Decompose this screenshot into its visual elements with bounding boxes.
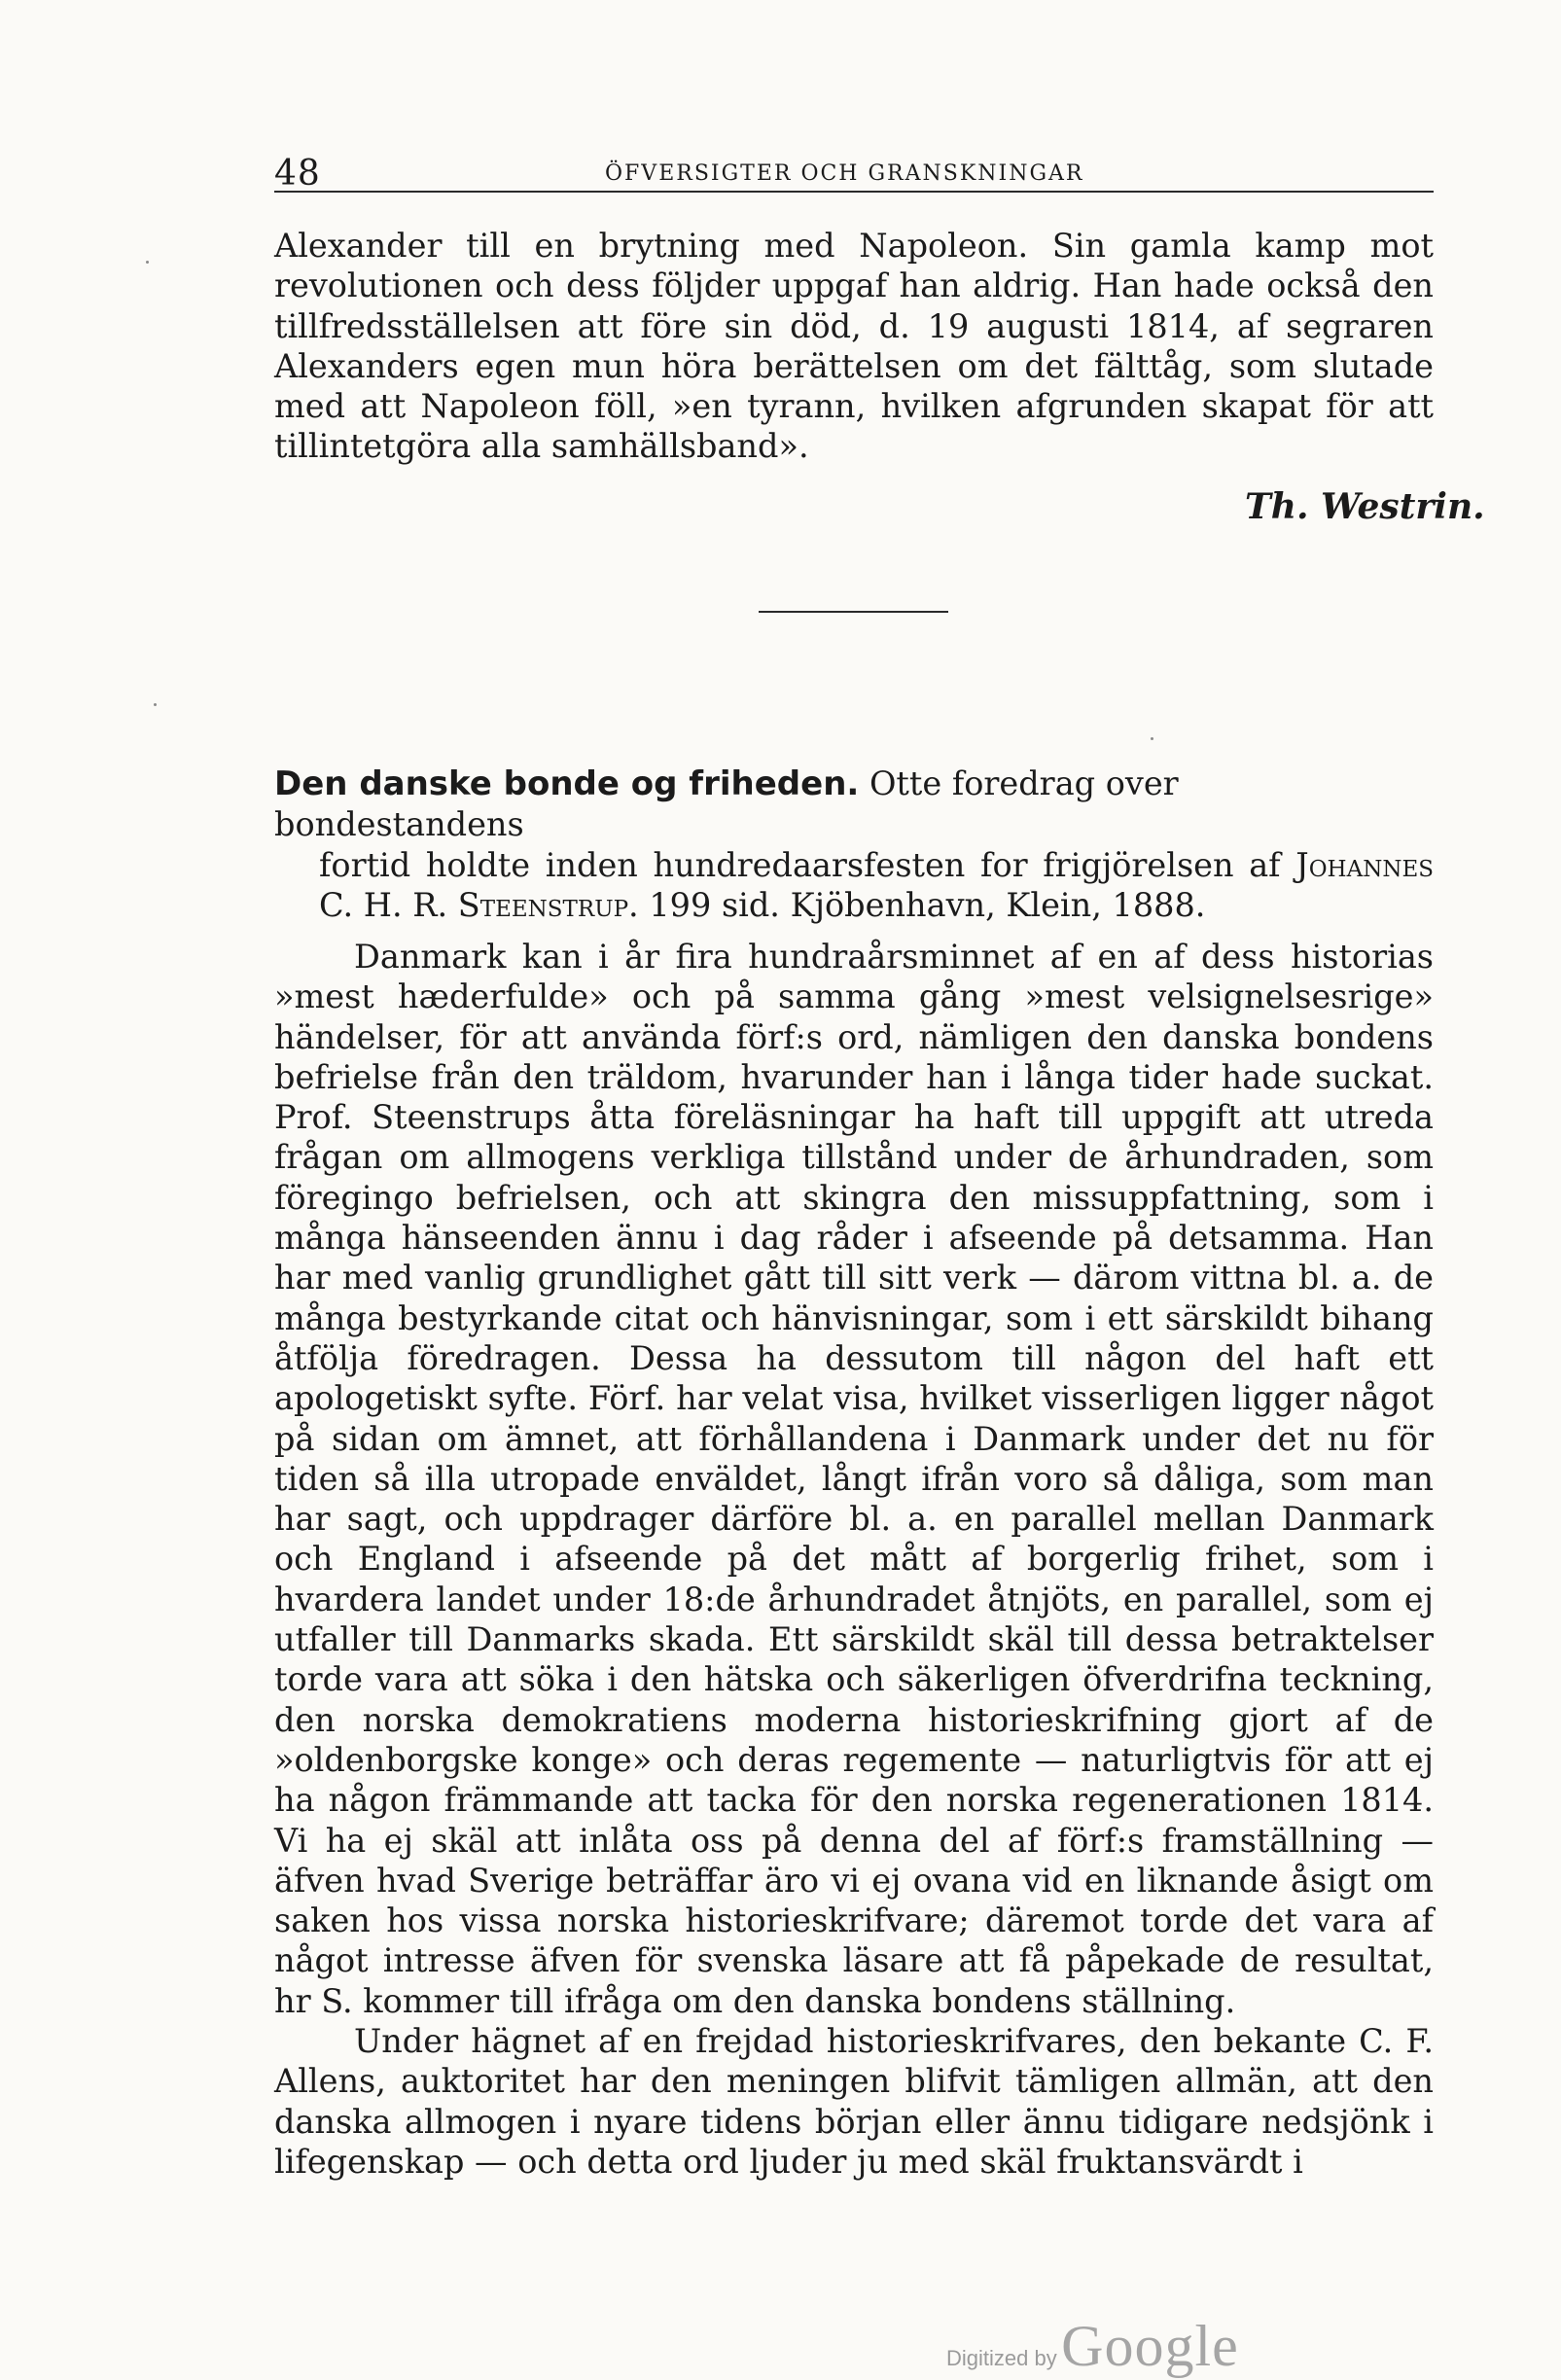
- body-paragraph-1: Danmark kan i år fira hundraårsminnet af en af dess historias »mest hæderfulde» och på samma gång »mest velsignelsesrige» händelser, för att använda förf:s ord, nämligen den danska bondens befrielse från den träldom, hvarunder han i långa tider hade suckat. Prof. Steenstrups åtta föreläsningar ha haft till uppgift att utreda frågan om allmogens verkliga tillstånd under de århundraden, som föregingo befrielsen, och att skingra den missuppfattning, som i många hänseenden ännu i dag råder i afseende på detsamma. Han har med vanlig grundlighet gått till sitt verk — därom vittna bl. a. de många bestyrkande citat och hänvisningar, som i ett särskildt bihang åtfölja föredragen. Dessa ha dessutom till någon del haft ett apologetiskt syfte. Förf. har velat visa, hvilket visserligen ligger något på sidan om ämnet, att förhållandena i Danmark under det nu för tiden så illa utropade enväldet, långt ifrån voro så dåliga, som man har sagt, och uppdrager därföre bl. a. en parallel mellan Danmark och England i afseende på det mått af borgerlig frihet, som i hvardera landet under 18:de århundradet åtnjöts, en parallel, som ej utfaller till Danmarks skada. Ett särskildt skäl till dessa betraktelser torde vara att söka i den hätska och säkerligen öfverdrifna teckning, den norska demokratiens moderna historieskrifning gjort af de »oldenborgske konge» och deras regemente — naturligtvis för att ej ha någon främmande att tacka för den norska regenerationen 1814. Vi ha ej skäl att inlåta oss på denna del af förf:s framställning — äfven hvad Sverige beträffar äro vi ej ovana vid en liknande åsigt om saken hos vissa norska historieskrifvare; däremot torde det vara af något intresse äfven för svenska läsare att få påpekade de resultat, hr S. kommer till ifråga om den danska bondens ställning.: [274, 938, 1434, 2020]
- review-subtitle-block: [274, 845, 1434, 926]
- review-author-initials: C. H. R.: [319, 885, 448, 924]
- review-author-first: Johannes: [1295, 845, 1435, 884]
- body-paragraph-2: Under hägnet af en frejdad historieskrifvares, den bekante C. F. Allens, auktoritet har den meningen blifvit tämligen allmän, att den danska allmogen i nyare tidens början eller ännu tidigare nedsjönk i lifegenskap — och detta ord ljuder ju med skäl fruktansvärdt i: [274, 2022, 1434, 2181]
- scan-speck: [1151, 737, 1153, 740]
- scan-speck: [154, 703, 157, 706]
- page-header: [274, 152, 1434, 193]
- author-signature: Th. Westrin.: [1245, 486, 1485, 527]
- review-heading: [274, 764, 1434, 925]
- review-title: Den danske bonde og friheden.: [274, 764, 860, 803]
- scan-speck: [146, 261, 149, 264]
- first-paragraph: Alexander till en brytning med Napoleon. Sin gamla kamp mot revolutionen och dess följder uppgaf han aldrig. Han hade också den tillfredsställelsen att före sin död, d. 19 augusti 1814, af segraren Alexanders egen mun höra berättelsen om det fälttåg, som slutade med att Napoleon föll, »en tyrann, hvilken afgrunden skapat för att tillintetgöra alla samhällsband».: [274, 227, 1434, 466]
- review-pub-info: 199 sid. Kjöbenhavn, Klein, 1888.: [649, 885, 1206, 924]
- review-subtitle-a: Otte foredrag over bondestandens: [274, 764, 1179, 844]
- review-subtitle-b: fortid holdte inden hundredaarsfesten for frigjörelsen af: [319, 845, 1281, 884]
- review-author-last: Steenstrup.: [457, 885, 639, 924]
- digitized-watermark: [946, 2313, 1239, 2380]
- running-head: ÖFVERSIGTER OCH GRANSKNINGAR: [605, 161, 1084, 186]
- section-divider: [759, 611, 948, 613]
- page-number: 48: [274, 154, 321, 194]
- google-logo: Google: [1061, 2314, 1239, 2378]
- watermark-prefix: Digitized by: [946, 2346, 1057, 2370]
